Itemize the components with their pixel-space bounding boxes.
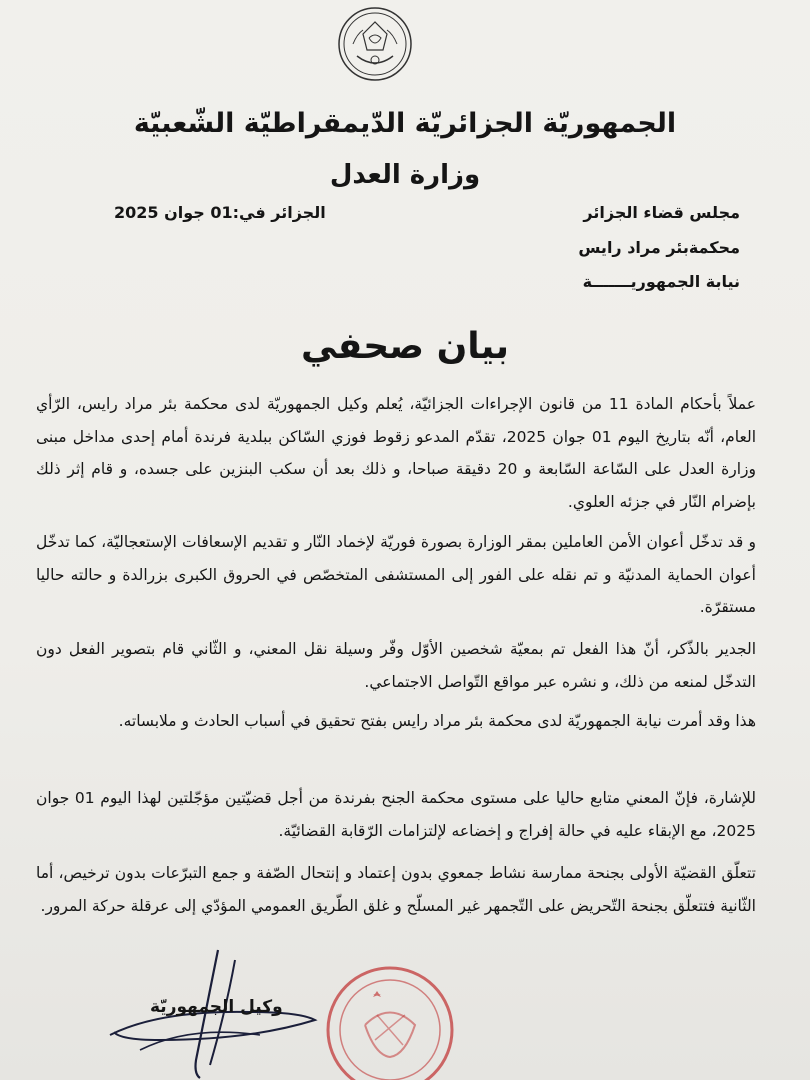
document-date: الجزائر في:01 جوان 2025	[114, 203, 326, 222]
ministry-title: وزارة العدل	[329, 160, 481, 190]
court-name: محكمةبئر مراد رايس	[578, 238, 740, 257]
document-heading: بيان صحفي	[300, 326, 510, 367]
algeria-emblem-icon	[333, 4, 417, 84]
paragraph-2: و قد تدخّل أعوان الأمن العاملين بمقر الوزارة بصورة فوريّة لإخماد النّار و تقديم الإسعافات الإستعجاليّة، كما تدخّل أعوان الحماية المدنيّة و تم نقله على الفور إلى المستشفى المتخصّص في الحروق الكبرى بزرالدة و حالته حاليا مستقرّة.	[36, 533, 756, 616]
paragraph-1: عملاً بأحكام المادة 11 من قانون الإجراءات الجزائيّة، يُعلم وكيل الجمهوريّة لدى محكمة بئر مراد رايس، الرّأي العام، أنّه بتاريخ اليوم 01 جوان 2025، تقدّم المدعو زقوط فوزي السّاكن ببلدية فرندة أمام إحدى مداخل مبنى وزارة العدل على السّاعة السّابعة و 20 دقيقة صباحا، و ذلك بعد أن سكب البنزين على جسده، و قام إثر ذلك بإضرام النّار في جزئه العلوي.	[36, 395, 757, 511]
paragraph-6: تتعلّق القضيّة الأولى بجنحة ممارسة نشاط جمعوي بدون إعتماد و إنتحال الصّفة و جمع التبرّعات بدون ترخيص، أما الثّانية فتتعلّق بجنحة التّحريض على التّجمهر غير المسلّح و غلق الطّريق العمومي المؤدّي إلى عرقلة حركة المرور.	[36, 864, 756, 915]
court-council: مجلس قضاء الجزائر	[583, 203, 740, 222]
paragraph-4: هذا وقد أمرت نيابة الجمهوريّة لدى محكمة بئر مراد رايس بفتح تحقيق في أسباب الحادث و ملابساته.	[118, 712, 756, 730]
paragraph-3: الجدير بالذّكر، أنّ هذا الفعل تم بمعيّة شخصين الأوّل وفّر وسيلة نقل المعني، و الثّاني قام بتصوير الفعل دون التدخّل لمنعه من ذلك، و نشره عبر مواقع التّواصل الاجتماعي.	[36, 640, 756, 691]
signature-label: وكيل الجمهوريّة	[150, 997, 283, 1017]
republic-title: الجمهوريّة الجزائريّة الدّيمقراطيّة الشّعبيّة	[133, 108, 677, 139]
paragraph-5: للإشارة، فإنّ المعني متابع حاليا على مستوى محكمة الجنح بفرندة من أجل قضيّتين مؤجّلتين لهذا اليوم 01 جوان 2025، مع الإبقاء عليه في حالة إفراج و إخضاعه لإلتزامات الرّقابة القضائيّة.	[36, 789, 756, 840]
prosecution-office: نيابة الجمهوريـــــــة	[582, 272, 740, 291]
